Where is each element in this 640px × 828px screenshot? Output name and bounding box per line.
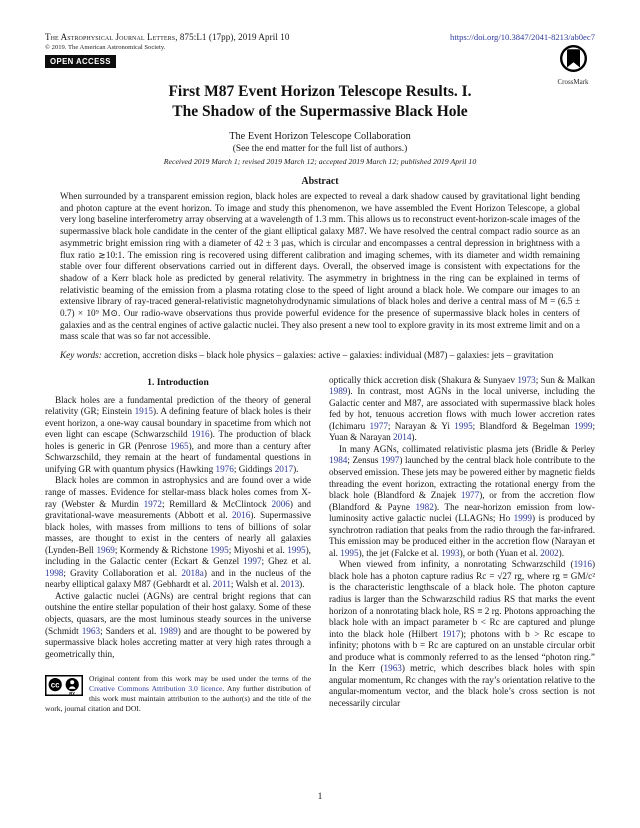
citation-link[interactable]: 1969: [96, 544, 115, 555]
paper-title-line1: First M87 Event Horizon Telescope Results. I.: [168, 83, 472, 100]
paper-title: [45, 82, 595, 122]
svg-text:cc: cc: [50, 680, 60, 690]
citation-link[interactable]: 1915: [134, 406, 153, 417]
doi-link[interactable]: https://doi.org/10.3847/2041-8213/ab0ec7: [450, 32, 595, 42]
citation-link[interactable]: 1973: [517, 374, 536, 385]
citation-link[interactable]: 1997: [381, 455, 400, 466]
abstract-text: When surrounded by a transparent emission region, black holes are expected to reveal a dark shadow caused by gravitational light bending and photon capture at the event horizon. To image and study this phenomenon, we have assembled the Event Horizon Telescope, a global very long baseline interferometry array observing at a wavelength of 1.3 mm. This allows us to reconstruct event-horizon-scale images of the supermassive black hole candidate in the center of the giant elliptical galaxy M87. We have resolved the central compact radio source as an asymmetric bright emission ring with a diameter of 42 ± 3 μas, which is circular and encompasses a central depression in brightness with a flux ratio ≳10:1. The emission ring is recovered using different calibration and imaging schemes, with its diameter and width remaining stable over four different observations carried out in different days. Overall, the observed image is consistent with expectations for the shadow of a Kerr black hole as predicted by general relativity. The asymmetry in brightness in the ring can be explained in terms of relativistic beaming of the emission from a plasma rotating close to the speed of light around a black hole. We compare our images to an extensive library of ray-traced general-relativistic magnetohydrodynamic simulations of black holes and derive a central mass of M = (6.5 ± 0.7) × 10⁹ M⊙. Our radio-wave observations thus provide powerful evidence for the presence of supermassive black holes in centers of galaxies and as the central engines of active galactic nuclei. They also present a new tool to explore gravity in its most extreme limit and on a mass scale that was so far not accessible.: [60, 191, 580, 342]
body-paragraph: Black holes are a fundamental prediction of the theory of general relativity (GR; Einstein 1915). A defining feature of black holes is their event horizon, a one-way causal boundary in spacetime from which not even light can escape (Schwarzschild 1916). The production of black holes is generic in GR (Penrose 1965), and more than a century after Schwarzschild, they remain at the heart of fundamental questions in unifying GR with quantum physics (Hawking 1976; Giddings 2017).: [45, 394, 312, 474]
citation-link[interactable]: 2011: [212, 579, 231, 590]
body-paragraph: In many AGNs, collimated relativistic plasma jets (Bridle & Perley 1984; Zensus 1997) launched by the central black hole contribute to the observed emission. These jets may be powered either by magnetic fields threading the event horizon, extracting the rotational energy from the black hole (Blandford & Znajek 1977), or from the accretion flow (Blandford & Payne 1982). The near-horizon emission from low-luminosity active galactic nuclei (LLAGNs; Ho 1999) is produced by synchrotron radiation that peaks from the radio through the far-infrared. This emission may be produced either in the accretion flow (Narayan et al. 1995), the jet (Falcke et al. 1993), or both (Yuan et al. 2002).: [329, 443, 595, 558]
footnote-text-post: . Any further distribution of this work must maintain attribution to the author(s) and the title of the work, journal citation and DOI.: [45, 684, 311, 713]
citation-link[interactable]: 1972: [143, 498, 162, 509]
keywords-list: accretion, accretion disks – black hole physics – galaxies: active – galaxies: individual (M87) – galaxies: jets – gravitation: [104, 350, 554, 361]
citation-link[interactable]: 1998: [45, 567, 64, 578]
citation-link[interactable]: 1963: [383, 663, 402, 674]
citation-link[interactable]: 1916: [573, 559, 592, 570]
citation-link[interactable]: 2006: [271, 498, 290, 509]
svg-text:BY: BY: [69, 691, 76, 697]
publication-history: Received 2019 March 1; revised 2019 March 12; accepted 2019 March 12; published 2019 April 10: [163, 157, 477, 166]
citation-link[interactable]: 1999: [574, 420, 593, 431]
citation-link[interactable]: 2013: [280, 579, 300, 590]
citation-link[interactable]: 2014: [393, 432, 412, 443]
journal-issue-info: , 875:L1 (17pp), 2019 April 10: [175, 32, 290, 42]
citation-link[interactable]: 1989: [329, 386, 348, 397]
crossmark-icon: [557, 60, 590, 77]
crossmark-button[interactable]: [550, 44, 596, 86]
open-access-badge[interactable]: OPEN ACCESS: [45, 55, 116, 68]
citation-link[interactable]: 1989: [159, 625, 178, 636]
citation-link[interactable]: 1984: [329, 455, 348, 466]
citation-link[interactable]: 1963: [81, 625, 101, 636]
citation-link[interactable]: 1916: [191, 429, 210, 440]
citation-link[interactable]: 2018a: [181, 567, 204, 578]
section-heading-introduction: 1. Introduction: [147, 376, 209, 388]
author-collaboration: The Event Horizon Telescope Collaboration: [229, 131, 411, 142]
journal-info: [45, 32, 289, 42]
journal-name: The Astrophysical Journal Letters: [45, 32, 176, 42]
citation-link[interactable]: 1995: [454, 420, 473, 431]
copyright-line: © 2019. The American Astronomical Society.: [45, 44, 166, 51]
abstract-heading: Abstract: [301, 176, 339, 187]
body-paragraph: Black holes are common in astrophysics and are found over a wide range of masses. Evidence for stellar-mass black holes comes from X-ray (Webster & Murdin 1972; Remillard & McClintock 2006) and gravitational-wave measurements (Abbott et al. 2016). Supermassive black holes, with masses from millions to tens of billions of solar masses, are thought to exist in the centers of nearly all galaxies (Lynden-Bell 1969; Kormendy & Richstone 1995; Miyoshi et al. 1995), including in the Galactic center (Eckart & Genzel 1997; Ghez et al. 1998; Gravity Collaboration et al. 2018a) and in the nucleus of the nearby elliptical galaxy M87 (Gebhardt et al. 2011; Walsh et al. 2013).: [45, 475, 312, 590]
citation-link[interactable]: 1995: [210, 544, 229, 555]
citation-link[interactable]: 1917: [442, 628, 461, 639]
citation-link[interactable]: 1995: [287, 544, 306, 555]
cc-by-badge-icon[interactable]: [45, 675, 83, 699]
body-columns: [45, 375, 595, 714]
page-number: 1: [317, 792, 323, 802]
body-paragraph: Active galactic nuclei (AGNs) are central bright regions that can outshine the entire stellar population of their host galaxy. Some of these objects, quasars, are the most luminous steady sources in the universe (Schmidt 1963; Sanders et al. 1989) and are thought to be powered by supermassive black holes accreting matter at very high rates through a geometrically thin,: [45, 590, 311, 659]
citation-link[interactable]: 1993: [441, 547, 460, 558]
body-paragraph: When viewed from infinity, a nonrotating Schwarzschild (1916) black hole has a photon capture radius Rc = √27 rg, where rg ≡ GM/c² is the characteristic lengthscale of a black hole. The photon capture radius is larger than the Schwarzschild radius RS that marks the event horizon of a nonrotating black hole, RS ≡ 2 rg. Photons approaching the black hole with an impact parameter b < Rc are captured and plunge into the black hole (Hilbert 1917); photons with b > Rc escape to infinity; photons with b = Rc are captured on an unstable circular orbit and produce what is commonly referred to as the lensed “photon ring.” In the Kerr (1963) metric, which describes black holes with spin angular momentum, Rc changes with the ray’s orientation relative to the angular-momentum vector, and the black hole’s cross section is not necessarily circular: [329, 559, 595, 708]
citation-link[interactable]: 1982: [415, 501, 434, 512]
citation-link[interactable]: 1999: [513, 513, 533, 524]
crossmark-label: CrossMark: [557, 78, 589, 86]
citation-link[interactable]: 1976: [215, 463, 234, 474]
keywords-label: Key words:: [60, 350, 102, 361]
citation-link[interactable]: 1995: [340, 547, 359, 558]
authors-note: (See the end matter for the full list of authors.): [232, 144, 408, 154]
body-paragraph: optically thick accretion disk (Shakura & Sunyaev 1973; Sun & Malkan 1989). In contrast, most AGNs in the local universe, including the Galactic center and M87, are associated with supermassive black holes fed by hot, tenuous accretion flows with much lower accretion rates (Ichimaru 1977; Narayan & Yi 1995; Blandford & Begelman 1999; Yuan & Narayan 2014).: [329, 374, 596, 443]
paper-title-line2: The Shadow of the Supermassive Black Hole: [172, 103, 468, 120]
citation-link[interactable]: 1965: [170, 440, 189, 451]
citation-link[interactable]: 2016: [231, 510, 251, 521]
license-footnote: [45, 674, 311, 714]
citation-link[interactable]: 2002: [540, 547, 559, 558]
header: [45, 32, 595, 42]
right-column: [329, 375, 595, 714]
citation-link[interactable]: 1997: [243, 556, 262, 567]
citation-link[interactable]: 1977: [460, 490, 480, 501]
keywords: [60, 350, 580, 362]
cc-license-link[interactable]: Creative Commons Attribution 3.0 licence: [89, 684, 223, 694]
footnote-text-pre: Original content from this work may be used under the terms of the: [89, 674, 311, 684]
citation-link[interactable]: 1977: [369, 420, 388, 431]
left-column: [45, 375, 311, 714]
citation-link[interactable]: 2017: [274, 463, 294, 474]
